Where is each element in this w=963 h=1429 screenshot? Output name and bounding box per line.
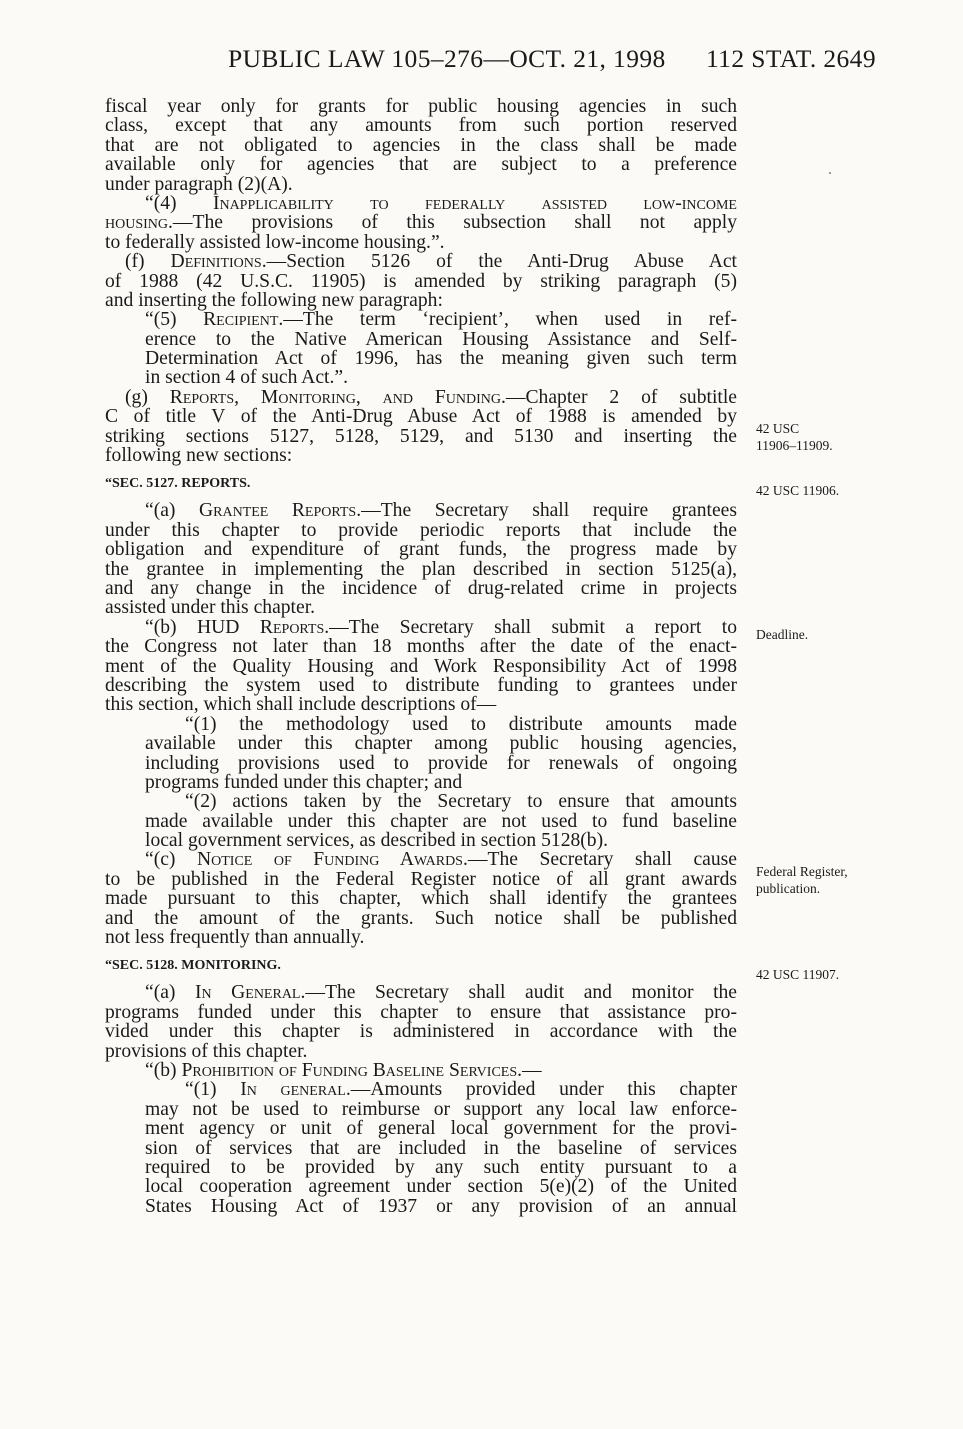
text-line xyxy=(105,1061,737,1080)
small-caps-run: Reports, Monitoring, and Funding xyxy=(169,386,501,408)
text-line: “(2) actions taken by the Secretary to ensure that amounts xyxy=(185,791,737,813)
text-line: made pursuant to this chapter, which shall identify the grantees xyxy=(105,888,737,910)
text-line xyxy=(105,213,737,232)
stray-dot-mark xyxy=(829,172,831,174)
text-line: and the amount of the grants. Such notice shall be published xyxy=(105,907,737,929)
text-line: to federally assisted low-income housing.”. xyxy=(105,231,445,253)
text-run: “(5) xyxy=(145,309,204,331)
small-caps-run: In general xyxy=(240,1079,346,1101)
text-run: .—Amounts provided under this chapter xyxy=(345,1079,737,1101)
text-line: striking sections 5127, 5128, 5129, and 5130 and inserting the xyxy=(105,425,737,447)
text-line: ment of the Quality Housing and Work Responsibility Act of 1998 xyxy=(105,655,737,677)
text-run: (g) xyxy=(125,386,170,408)
text-run: .—The Secretary shall audit and monitor the xyxy=(300,982,738,1004)
text-line xyxy=(105,983,737,1002)
statute-body-text xyxy=(105,97,737,1216)
small-caps-run: Definitions xyxy=(170,251,262,273)
text-line: fiscal year only for grants for public housing agencies in such xyxy=(105,96,737,117)
text-run: “(b) HUD xyxy=(145,616,260,638)
text-line: sion of services that are included in the baseline of services xyxy=(145,1137,737,1159)
text-line: under paragraph (2)(A). xyxy=(105,173,293,195)
text-run: .—The Secretary shall require grantees xyxy=(356,500,737,522)
text-line: the grantee in implementing the plan described in section 5125(a), xyxy=(105,558,737,580)
text-run: “(1) xyxy=(185,1079,241,1101)
text-line: assisted under this chapter. xyxy=(105,597,316,619)
text-line xyxy=(105,1080,737,1099)
small-caps-run: Notice of Funding Awards xyxy=(196,849,463,871)
text-run: “(b) xyxy=(145,1059,182,1081)
text-line: and inserting the following new paragraph: xyxy=(105,289,443,311)
text-line xyxy=(105,501,737,520)
text-line: local cooperation agreement under section 5(e)(2) of the United xyxy=(145,1176,737,1198)
text-line: in section 4 of such Act.”. xyxy=(145,367,348,389)
text-line: programs funded under this chapter to ensure that assistance pro- xyxy=(105,1001,737,1023)
margin-note: 42 USC 11907. xyxy=(756,967,840,982)
text-run: “(a) xyxy=(145,982,195,1004)
text-line: under this chapter to provide periodic reports that include the xyxy=(105,519,737,541)
text-run: .—Section 5126 of the Anti-Drug Abuse Act xyxy=(261,251,737,273)
text-run: .—The term ‘recipient’, when used in ref- xyxy=(278,309,737,331)
text-line: vided under this chapter is administered in accordance with the xyxy=(105,1021,737,1043)
small-caps-run: Grantee Reports xyxy=(198,500,357,522)
text-line xyxy=(105,252,737,271)
text-run: “(a) xyxy=(145,500,199,522)
text-line: ment agency or unit of general local government for the provi- xyxy=(145,1118,737,1140)
statute-page-ref: 112 STAT. 2649 xyxy=(705,44,876,73)
text-line xyxy=(105,850,737,869)
text-run: .—The provisions of this subsection shall not apply xyxy=(168,212,737,234)
text-line: erence to the Native American Housing Assistance and Self- xyxy=(145,328,737,350)
text-line: describing the system used to distribute funding to grantees under xyxy=(105,674,737,696)
text-line: local government services, as described in section 5128(b). xyxy=(145,830,609,852)
text-line: that are not obligated to agencies in the class shall be made xyxy=(105,134,737,156)
text-run: (f) xyxy=(125,251,171,273)
text-line: class, except that any amounts from such portion reserved xyxy=(105,115,737,137)
text-line xyxy=(105,618,737,637)
text-line: not less frequently than annually. xyxy=(105,927,365,949)
text-line: available only for agencies that are subject to a preference xyxy=(105,154,737,176)
text-line: may not be used to reimburse or support any local law enforce- xyxy=(145,1098,737,1120)
text-line: and any change in the incidence of drug-related crime in projects xyxy=(105,577,737,599)
text-run: .— xyxy=(517,1059,542,1081)
text-line: “(1) the methodology used to distribute amounts made xyxy=(185,713,737,735)
text-line: Determination Act of 1996, has the meaning given such term xyxy=(145,348,737,370)
text-line: the Congress not later than 18 months after the date of the enact- xyxy=(105,636,737,658)
small-caps-run: Reports xyxy=(259,616,325,638)
margin-note: Deadline. xyxy=(756,627,809,642)
small-caps-run: Prohibition of Funding Baseline Services xyxy=(181,1059,518,1081)
running-title: PUBLIC LAW 105–276—OCT. 21, 1998 xyxy=(228,44,666,73)
text-line: required to be provided by any such entity pursuant to a xyxy=(145,1156,737,1178)
text-line: following new sections: xyxy=(105,445,293,467)
small-caps-run: Inapplicability to federally assisted low-income xyxy=(212,192,737,214)
text-line: to be published in the Federal Register notice of all grant awards xyxy=(105,868,737,890)
text-run: .—The Secretary shall cause xyxy=(462,849,737,871)
text-line: obligation and expenditure of grant funds, the progress made by xyxy=(105,539,737,561)
text-line: of 1988 (42 U.S.C. 11905) is amended by striking paragraph (5) xyxy=(105,270,737,292)
small-caps-run: housing xyxy=(105,212,168,234)
text-line xyxy=(105,194,737,213)
text-line: programs funded under this chapter; and xyxy=(145,771,463,793)
page-header xyxy=(228,44,876,80)
text-run: .—Chapter 2 of subtitle xyxy=(500,386,737,408)
text-line: provisions of this chapter. xyxy=(105,1040,308,1062)
text-line: this section, which shall include descriptions of— xyxy=(105,694,497,716)
section-heading: “SEC. 5128. MONITORING. xyxy=(105,958,281,974)
text-run: .—The Secretary shall submit a report to xyxy=(324,616,737,638)
margin-note: 42 USC 11906. xyxy=(756,483,840,498)
text-line: made available under this chapter are not used to fund baseline xyxy=(145,810,737,832)
text-run: “(c) xyxy=(145,849,197,871)
text-line: C of title V of the Anti-Drug Abuse Act of 1988 is amended by xyxy=(105,406,737,428)
margin-note: Federal Register, publication. xyxy=(756,864,848,896)
margin-note: 42 USC 11906–11909. xyxy=(756,421,833,453)
text-line: States Housing Act of 1937 or any provision of an annual xyxy=(145,1195,737,1217)
small-caps-run: Recipient xyxy=(203,309,279,331)
text-run: “(4) xyxy=(145,192,213,214)
text-line xyxy=(105,388,737,407)
text-line: available under this chapter among public housing agencies, xyxy=(145,733,737,755)
text-line xyxy=(105,310,737,329)
section-heading: “SEC. 5127. REPORTS. xyxy=(105,476,251,492)
small-caps-run: In General xyxy=(194,982,301,1004)
text-line: including provisions used to provide for renewals of ongoing xyxy=(145,752,737,774)
